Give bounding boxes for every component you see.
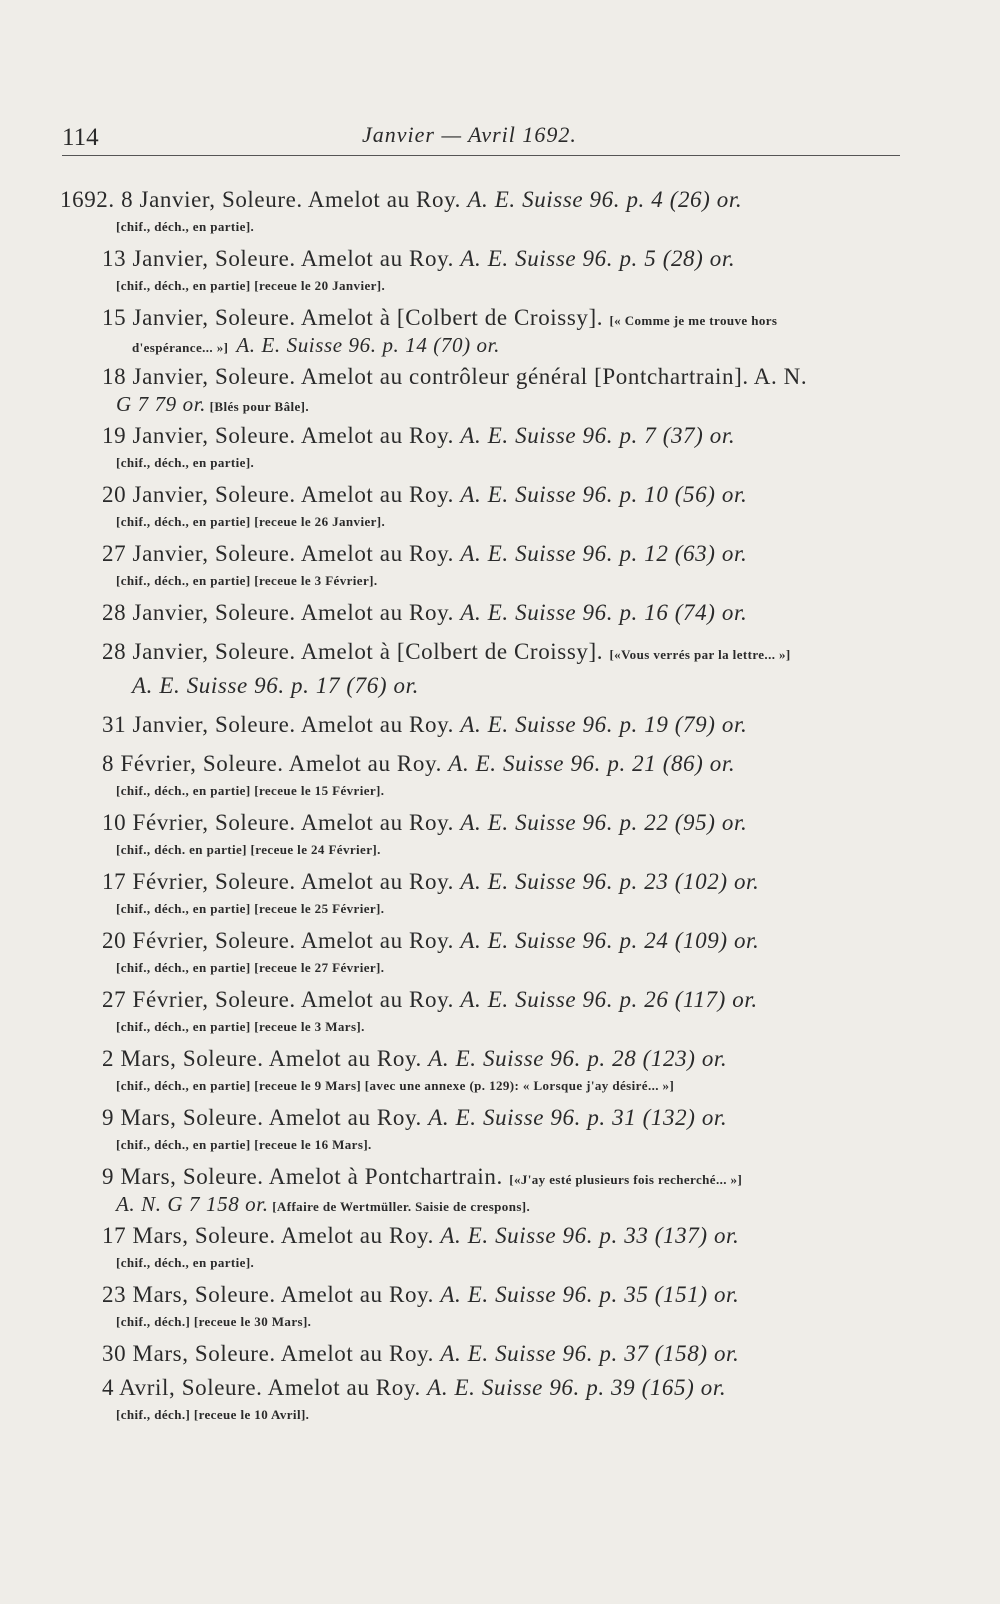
entry-line xyxy=(60,1101,920,1135)
entry-main: 18 Janvier, Soleure. Amelot au contrôleur général [Pontchartrain]. A. N. xyxy=(102,364,808,389)
entry-main: 9 Mars, Soleure. Amelot à Pontchartrain. xyxy=(102,1164,503,1189)
entry-ref: A. E. Suisse 96. p. 22 (95) or. xyxy=(460,810,748,835)
entry-line xyxy=(60,1160,920,1194)
entry-note: [chif., déch., en partie] [receue le 27 Février]. xyxy=(116,960,385,975)
entry-main: 4 Avril, Soleure. Amelot au Roy. xyxy=(102,1375,421,1400)
entry-line xyxy=(60,806,920,840)
entry-ref: A. E. Suisse 96. p. 4 (26) or. xyxy=(467,187,743,212)
entry-line xyxy=(60,360,920,394)
entry-line xyxy=(60,419,920,453)
entry-ref: A. E. Suisse 96. p. 23 (102) or. xyxy=(460,869,760,894)
entry-note: [chif., déch., en partie] [receue le 25 Février]. xyxy=(116,901,385,916)
entry-note: [chif., déch., en partie] [receue le 3 Février]. xyxy=(116,573,378,588)
page-number: 114 xyxy=(62,124,99,151)
entry-ref: A. E. Suisse 96. p. 5 (28) or. xyxy=(460,246,736,271)
entry-ref: A. E. Suisse 96. p. 39 (165) or. xyxy=(427,1375,727,1400)
entry-note: [chif., déch., en partie]. xyxy=(116,219,255,234)
entry-note: [chif., déch., en partie] [receue le 3 Mars]. xyxy=(116,1019,365,1034)
entry-main: 31 Janvier, Soleure. Amelot au Roy. xyxy=(102,712,455,737)
entry-main: 19 Janvier, Soleure. Amelot au Roy. xyxy=(102,423,455,448)
entry-ref: A. E. Suisse 96. p. 10 (56) or. xyxy=(460,482,748,507)
entry-main: 20 Février, Soleure. Amelot au Roy. xyxy=(102,928,455,953)
entry-incipit: [«J'ay esté plusieurs fois recherché... »] xyxy=(509,1172,743,1187)
entry-note xyxy=(60,394,920,414)
entry-line xyxy=(60,865,920,899)
entry-line xyxy=(60,983,920,1017)
entry-main: 20 Janvier, Soleure. Amelot au Roy. xyxy=(102,482,455,507)
entry-main: 30 Mars, Soleure. Amelot au Roy. xyxy=(102,1341,435,1366)
entry-list xyxy=(60,178,920,1425)
entry-main: 17 Mars, Soleure. Amelot au Roy. xyxy=(102,1223,435,1248)
entry-main: 28 Janvier, Soleure. Amelot au Roy. xyxy=(102,600,455,625)
running-title: Janvier — Avril 1692. xyxy=(362,122,577,147)
entry-main: 2 Mars, Soleure. Amelot au Roy. xyxy=(102,1046,422,1071)
entry-line xyxy=(60,635,920,669)
entry-note: [chif., déch., en partie]. xyxy=(116,1255,255,1270)
header-rule xyxy=(62,155,900,156)
entry-ref: A. E. Suisse 96. p. 31 (132) or. xyxy=(428,1105,728,1130)
entry-note-text: [Affaire de Wertmüller. Saisie de crespons]. xyxy=(272,1199,531,1214)
entry-incipit: [« Comme je me trouve hors xyxy=(609,313,778,328)
entry-note-text: [Blés pour Bâle]. xyxy=(209,399,310,414)
entry-line xyxy=(60,596,920,630)
entry-line xyxy=(60,1219,920,1253)
entry-ref: G 7 79 or. xyxy=(116,392,207,416)
entry-note xyxy=(60,1194,920,1214)
entry-ref: A. E. Suisse 96. p. 33 (137) or. xyxy=(440,1223,740,1248)
entry-ref: A. E. Suisse 96. p. 21 (86) or. xyxy=(448,751,736,776)
entry-line xyxy=(60,708,920,742)
entry-main: 8 Février, Soleure. Amelot au Roy. xyxy=(102,751,442,776)
entry-main: 10 Février, Soleure. Amelot au Roy. xyxy=(102,810,455,835)
entry-line xyxy=(60,1337,920,1371)
entry-note xyxy=(60,335,920,355)
entry-ref: A. E. Suisse 96. p. 16 (74) or. xyxy=(460,600,748,625)
entry-note: [chif., déch., en partie]. xyxy=(116,455,255,470)
entry-ref: A. N. G 7 158 or. xyxy=(116,1192,269,1216)
entry-ref: A. E. Suisse 96. p. 12 (63) or. xyxy=(460,541,748,566)
entry-note: [chif., déch., en partie] [receue le 9 Mars] [avec une annexe (p. 129): « Lorsque j'ay désiré... »] xyxy=(116,1078,675,1093)
entry-main: 15 Janvier, Soleure. Amelot à [Colbert de Croissy]. xyxy=(102,305,604,330)
entry-line xyxy=(60,747,920,781)
entry-main: 17 Février, Soleure. Amelot au Roy. xyxy=(102,869,455,894)
entry-line xyxy=(60,669,920,703)
entry-line xyxy=(60,1278,920,1312)
entry-line xyxy=(60,478,920,512)
entry-ref: A. E. Suisse 96. p. 17 (76) or. xyxy=(132,673,419,698)
entry-main: 13 Janvier, Soleure. Amelot au Roy. xyxy=(102,246,455,271)
entry-ref: A. E. Suisse 96. p. 19 (79) or. xyxy=(460,712,748,737)
entry-note: [chif., déch., en partie] [receue le 26 Janvier]. xyxy=(116,514,386,529)
entry-note: [chif., déch., en partie] [receue le 15 Février]. xyxy=(116,783,385,798)
entry-ref: A. E. Suisse 96. p. 14 (70) or. xyxy=(236,333,500,357)
entry-note: [chif., déch.] [receue le 10 Avril]. xyxy=(116,1407,310,1422)
entry-incipit: [«Vous verrés par la lettre... »] xyxy=(609,647,791,662)
entry-line xyxy=(60,924,920,958)
entry-ref: A. E. Suisse 96. p. 7 (37) or. xyxy=(460,423,736,448)
entry-note: [chif., déch.] [receue le 30 Mars]. xyxy=(116,1314,312,1329)
entry-ref: A. E. Suisse 96. p. 26 (117) or. xyxy=(460,987,758,1012)
entry-note: [chif., déch., en partie] [receue le 20 Janvier]. xyxy=(116,278,386,293)
entry-main: 1692. 8 Janvier, Soleure. Amelot au Roy. xyxy=(60,187,462,212)
entry-main: 28 Janvier, Soleure. Amelot à [Colbert de Croissy]. xyxy=(102,639,604,664)
entry-line xyxy=(60,1042,920,1076)
entry-line xyxy=(60,242,920,276)
entry-ref: A. E. Suisse 96. p. 37 (158) or. xyxy=(440,1341,740,1366)
entry-line xyxy=(60,1371,920,1405)
entry-note: [chif., déch., en partie] [receue le 16 Mars]. xyxy=(116,1137,372,1152)
entry-main: 27 Janvier, Soleure. Amelot au Roy. xyxy=(102,541,455,566)
entry-ref: A. E. Suisse 96. p. 35 (151) or. xyxy=(440,1282,740,1307)
entry-line xyxy=(60,183,920,217)
entry-main: 27 Février, Soleure. Amelot au Roy. xyxy=(102,987,455,1012)
entry-main: 23 Mars, Soleure. Amelot au Roy. xyxy=(102,1282,435,1307)
entry-line xyxy=(60,301,920,335)
entry-line xyxy=(60,537,920,571)
entry-incipit-cont: d'espérance... »] xyxy=(132,340,229,355)
entry-ref: A. E. Suisse 96. p. 24 (109) or. xyxy=(460,928,760,953)
entry-main: 9 Mars, Soleure. Amelot au Roy. xyxy=(102,1105,422,1130)
entry-note: [chif., déch. en partie] [receue le 24 Février]. xyxy=(116,842,381,857)
page-header xyxy=(62,118,900,158)
entry-ref: A. E. Suisse 96. p. 28 (123) or. xyxy=(428,1046,728,1071)
